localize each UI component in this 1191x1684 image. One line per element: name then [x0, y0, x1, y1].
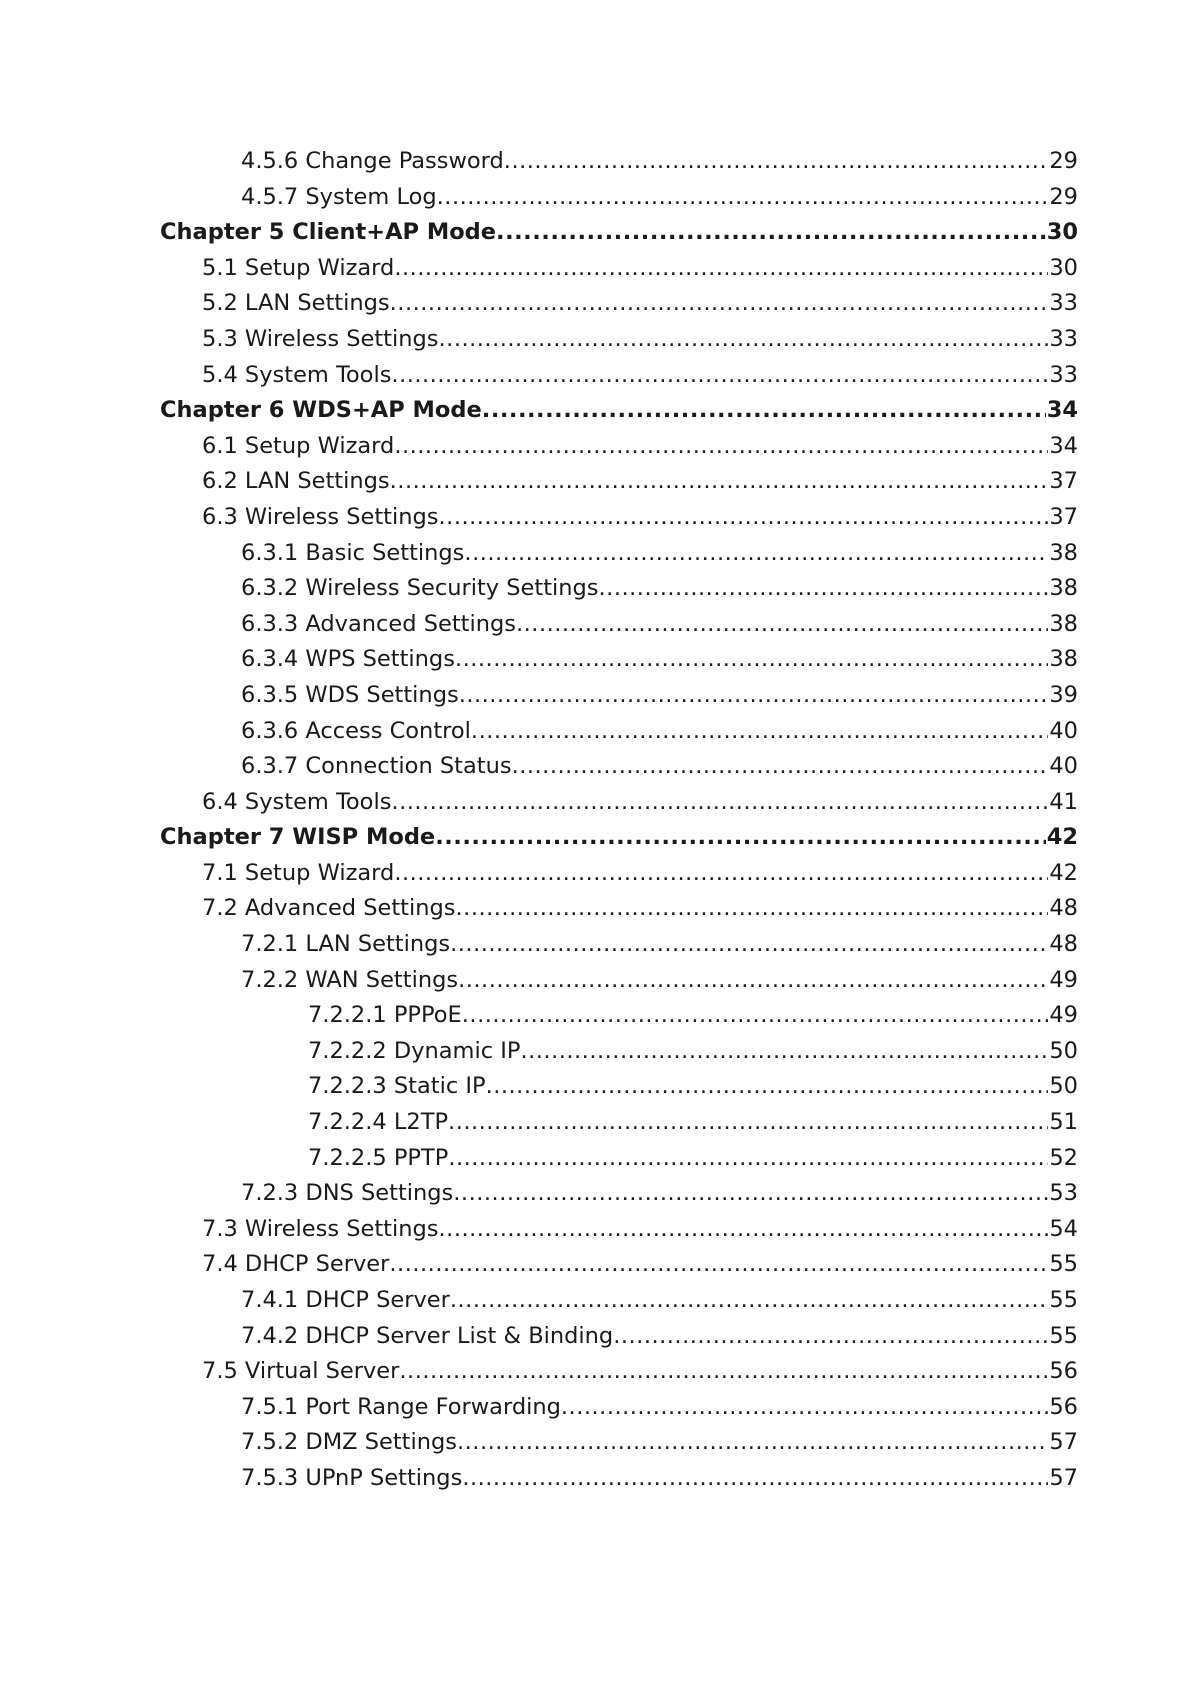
- toc-entry[interactable]: [160, 358, 1078, 394]
- toc-entry-title: 7.2.2 WAN Settings: [241, 966, 459, 993]
- toc-entry-page: 56: [1049, 1393, 1078, 1420]
- toc-entry-page: 41: [1049, 788, 1078, 815]
- toc-entry-title: 7.2.3 DNS Settings: [241, 1180, 454, 1207]
- toc-entry-title: 6.3.2 Wireless Security Settings: [241, 575, 599, 602]
- toc-entry[interactable]: [160, 536, 1078, 572]
- dot-leader: [464, 536, 1048, 572]
- toc-entry-title: 7.2.2.3 Static IP: [308, 1073, 486, 1100]
- dot-leader: [516, 607, 1048, 643]
- toc-entry-page: 38: [1049, 610, 1078, 637]
- toc-entry[interactable]: [160, 1319, 1078, 1355]
- toc-entry-page: 55: [1049, 1287, 1078, 1313]
- toc-entry-title: 6.3.3 Advanced Settings: [241, 610, 516, 637]
- toc-entry-title: 7.1 Setup Wizard: [202, 859, 395, 886]
- dot-leader: [448, 1105, 1048, 1141]
- toc-entry-page: 48: [1049, 895, 1078, 922]
- toc-entry[interactable]: [160, 963, 1078, 999]
- dot-leader: [389, 1247, 1048, 1283]
- dot-leader: [399, 1354, 1048, 1390]
- toc-entry[interactable]: [160, 429, 1078, 465]
- toc-entry-title: 7.2.2.4 L2TP: [308, 1109, 449, 1136]
- toc-entry-title: 7.2.1 LAN Settings: [241, 931, 451, 958]
- toc-entry-title: Chapter 7 WISP Mode: [160, 824, 436, 851]
- toc-entry-title: 7.4.1 DHCP Server: [241, 1287, 450, 1313]
- dot-leader: [439, 1212, 1049, 1248]
- toc-entry-page: 34: [1049, 432, 1078, 459]
- toc-entry-title: 7.5 Virtual Server: [202, 1358, 400, 1385]
- toc-entry-title: 5.1 Setup Wizard: [202, 254, 395, 281]
- toc-entry[interactable]: [160, 286, 1078, 322]
- toc-entry-page: 39: [1049, 681, 1078, 708]
- toc-entry-page: 56: [1049, 1358, 1078, 1385]
- toc-entry[interactable]: [160, 891, 1078, 927]
- dot-leader: [394, 429, 1048, 465]
- toc-entry[interactable]: [160, 251, 1078, 287]
- toc-entry-page: 40: [1049, 717, 1078, 744]
- toc-entry-page: 37: [1049, 503, 1078, 530]
- dot-leader: [390, 286, 1049, 322]
- dot-leader: [457, 1425, 1048, 1461]
- toc-entry-page: 50: [1049, 1073, 1078, 1100]
- toc-entry-title: 7.2.2.2 Dynamic IP: [308, 1037, 521, 1064]
- toc-chapter-entry[interactable]: [160, 820, 1078, 856]
- toc-entry-title: 6.3.4 WPS Settings: [241, 646, 455, 673]
- toc-entry[interactable]: [160, 1141, 1078, 1177]
- dot-leader: [455, 642, 1048, 678]
- dot-leader: [459, 678, 1049, 714]
- toc-entry[interactable]: [160, 1390, 1078, 1426]
- toc-entry-title: 7.5.1 Port Range Forwarding: [241, 1393, 561, 1420]
- toc-entry-page: 48: [1049, 931, 1078, 958]
- toc-entry[interactable]: [160, 571, 1078, 607]
- toc-entry[interactable]: [160, 1176, 1078, 1212]
- toc-entry-page: 57: [1049, 1464, 1078, 1491]
- toc-entry[interactable]: [160, 1354, 1078, 1390]
- dot-leader: [512, 749, 1049, 785]
- dot-leader: [504, 144, 1049, 180]
- dot-leader: [471, 714, 1048, 750]
- toc-entry-title: 5.3 Wireless Settings: [202, 325, 439, 352]
- toc-entry-page: 29: [1049, 148, 1078, 174]
- toc-entry[interactable]: [160, 998, 1078, 1034]
- dot-leader: [394, 251, 1048, 287]
- toc-entry-title: 7.5.3 UPnP Settings: [241, 1464, 463, 1491]
- toc-entry-title: 4.5.7 System Log: [241, 183, 437, 210]
- toc-entry-page: 51: [1049, 1109, 1078, 1136]
- toc-entry[interactable]: [160, 749, 1078, 785]
- dot-leader: [391, 785, 1048, 821]
- toc-entry-page: 54: [1049, 1215, 1078, 1242]
- toc-entry[interactable]: [160, 1069, 1078, 1105]
- toc-entry[interactable]: [160, 1283, 1078, 1319]
- toc-entry-title: 6.3.6 Access Control: [241, 717, 471, 744]
- toc-entry-title: 7.2.2.5 PPTP: [308, 1144, 449, 1171]
- toc-entry-page: 30: [1046, 219, 1078, 246]
- toc-entry-title: 5.2 LAN Settings: [202, 290, 390, 317]
- toc-entry[interactable]: [160, 144, 1078, 180]
- toc-entry-title: 7.4.2 DHCP Server List & Binding: [241, 1322, 614, 1349]
- dot-leader: [391, 358, 1048, 394]
- toc-entry-page: 57: [1049, 1429, 1078, 1456]
- toc-entry[interactable]: [160, 607, 1078, 643]
- toc-entry[interactable]: [160, 1034, 1078, 1070]
- toc-entry-title: 7.2 Advanced Settings: [202, 895, 456, 922]
- toc-entry-page: 29: [1049, 183, 1078, 210]
- toc-entry-page: 49: [1049, 1002, 1078, 1029]
- toc-entry-page: 55: [1049, 1322, 1078, 1349]
- toc-entry[interactable]: [160, 464, 1078, 500]
- toc-entry[interactable]: [160, 500, 1078, 536]
- toc-entry-title: 6.3.7 Connection Status: [241, 753, 512, 780]
- toc-entry-title: Chapter 5 Client+AP Mode: [160, 219, 497, 246]
- toc-entry[interactable]: [160, 1461, 1078, 1497]
- dot-leader: [437, 180, 1049, 216]
- toc-entry-page: 42: [1046, 824, 1078, 851]
- toc-chapter-entry[interactable]: [160, 393, 1078, 429]
- toc-entry[interactable]: [160, 785, 1078, 821]
- toc-entry[interactable]: [160, 927, 1078, 963]
- toc-entry[interactable]: [160, 1212, 1078, 1248]
- toc-entry[interactable]: [160, 1105, 1078, 1141]
- dot-leader: [482, 393, 1046, 429]
- toc-entry-title: 6.2 LAN Settings: [202, 468, 390, 495]
- toc-entry-title: 6.1 Setup Wizard: [202, 432, 395, 459]
- toc-entry-title: 6.3.1 Basic Settings: [241, 539, 465, 566]
- toc-entry-title: 5.4 System Tools: [202, 361, 392, 388]
- dot-leader: [390, 464, 1049, 500]
- toc-entry[interactable]: [160, 180, 1078, 216]
- toc-entry-page: 33: [1049, 290, 1078, 317]
- toc-entry-page: 55: [1049, 1251, 1078, 1278]
- toc-entry-title: Chapter 6 WDS+AP Mode: [160, 397, 482, 424]
- dot-leader: [435, 820, 1046, 856]
- dot-leader: [456, 891, 1049, 927]
- dot-leader: [439, 500, 1049, 536]
- dot-leader: [599, 571, 1049, 607]
- table-of-contents: [160, 144, 1078, 1497]
- toc-entry-page: 53: [1049, 1180, 1078, 1207]
- dot-leader: [439, 322, 1049, 358]
- toc-entry-title: 7.2.2.1 PPPoE: [308, 1002, 462, 1029]
- toc-entry-title: 4.5.6 Change Password: [241, 148, 504, 174]
- dot-leader: [453, 1176, 1048, 1212]
- toc-entry-page: 42: [1049, 859, 1078, 886]
- toc-entry-page: 38: [1049, 575, 1078, 602]
- toc-entry-page: 33: [1049, 325, 1078, 352]
- toc-entry[interactable]: [160, 678, 1078, 714]
- toc-entry-title: 6.3 Wireless Settings: [202, 503, 439, 530]
- dot-leader: [458, 963, 1048, 999]
- toc-entry[interactable]: [160, 1425, 1078, 1461]
- toc-entry-page: 30: [1049, 254, 1078, 281]
- toc-chapter-entry[interactable]: [160, 215, 1078, 251]
- dot-leader: [613, 1319, 1048, 1355]
- toc-entry[interactable]: [160, 642, 1078, 678]
- toc-entry-page: 38: [1049, 539, 1078, 566]
- toc-entry-title: 7.3 Wireless Settings: [202, 1215, 439, 1242]
- toc-entry-title: 7.4 DHCP Server: [202, 1251, 390, 1278]
- toc-entry-page: 37: [1049, 468, 1078, 495]
- toc-entry-title: 7.5.2 DMZ Settings: [241, 1429, 457, 1456]
- dot-leader: [450, 927, 1048, 963]
- toc-entry-title: 6.3.5 WDS Settings: [241, 681, 459, 708]
- toc-entry-page: 40: [1049, 753, 1078, 780]
- toc-entry-page: 50: [1049, 1037, 1078, 1064]
- toc-entry-page: 52: [1049, 1144, 1078, 1171]
- dot-leader: [496, 215, 1046, 251]
- toc-entry-page: 34: [1046, 397, 1078, 424]
- toc-entry[interactable]: [160, 714, 1078, 750]
- toc-entry-title: 6.4 System Tools: [202, 788, 392, 815]
- dot-leader: [462, 1461, 1048, 1497]
- dot-leader: [462, 998, 1049, 1034]
- toc-entry-page: 49: [1049, 966, 1078, 993]
- dot-leader: [450, 1283, 1048, 1319]
- dot-leader: [448, 1141, 1048, 1177]
- toc-entry-page: 38: [1049, 646, 1078, 673]
- toc-entry[interactable]: [160, 322, 1078, 358]
- toc-entry[interactable]: [160, 856, 1078, 892]
- dot-leader: [520, 1034, 1048, 1070]
- toc-entry-page: 33: [1049, 361, 1078, 388]
- dot-leader: [486, 1069, 1049, 1105]
- toc-entry[interactable]: [160, 1247, 1078, 1283]
- dot-leader: [561, 1390, 1048, 1426]
- dot-leader: [394, 856, 1048, 892]
